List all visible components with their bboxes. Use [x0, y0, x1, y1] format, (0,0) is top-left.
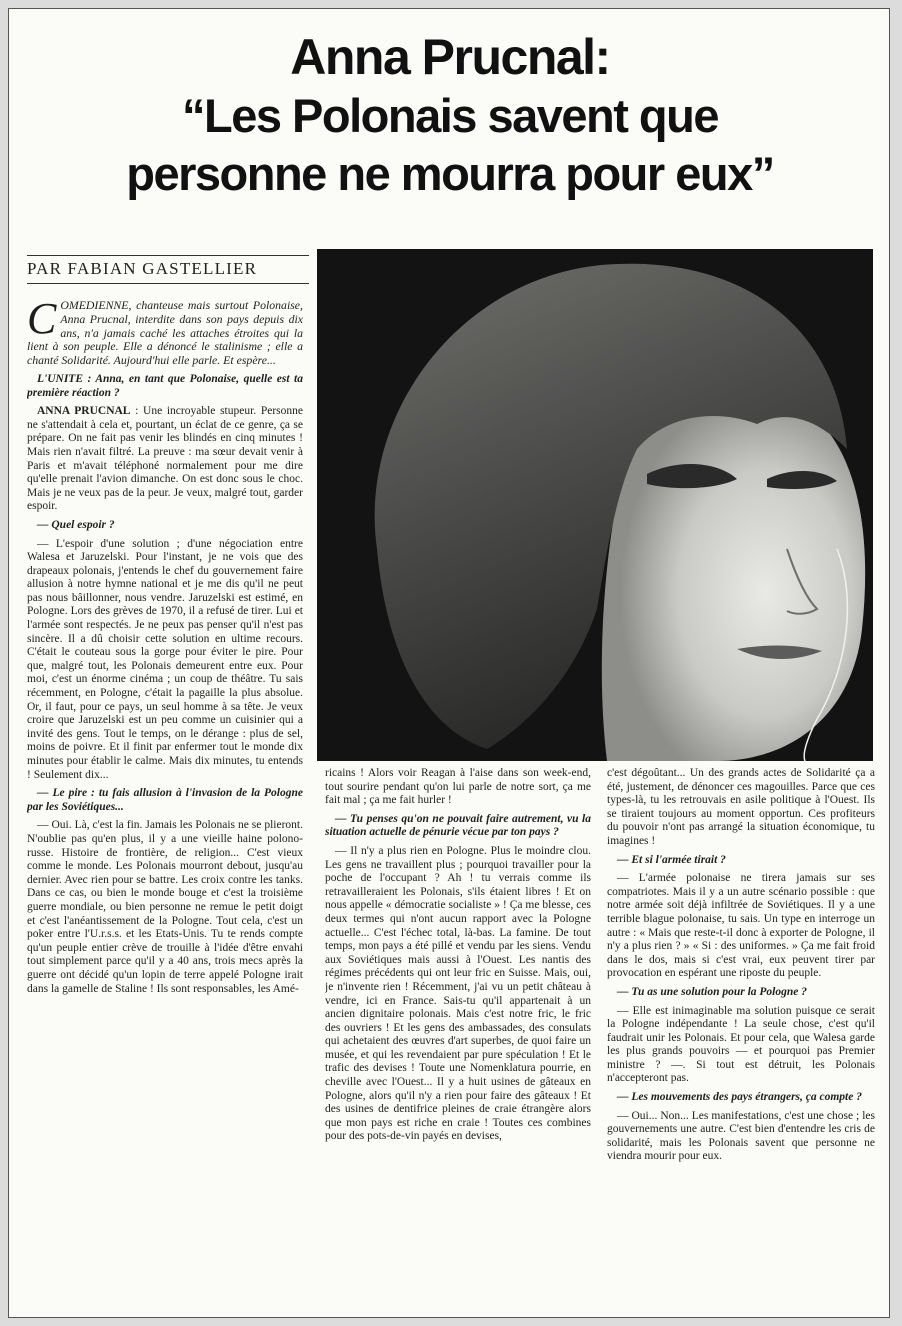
answer-1-speaker: ANNA PRUCNAL — [37, 405, 131, 418]
answer-7: — Oui... Non... Les manifestations, c'est une chose ; les gouvernements une autre. C'est bien d'entendre les cris de solidarité, mais les Polonais savent que personne ne viendra mourir pour eux. — [607, 1109, 875, 1163]
intro-paragraph — [27, 299, 303, 368]
headline-line-3: personne ne mourra pour eux” — [126, 147, 774, 200]
article-column-3 — [607, 767, 875, 1311]
question-2: — Quel espoir ? — [37, 518, 115, 531]
question-4: — Tu penses qu'on ne pouvait faire autrement, vu la situation actuelle de pénurie vécue par ton pays ? — [325, 812, 591, 839]
article-column-2 — [325, 767, 591, 1311]
portrait-photo — [317, 249, 873, 761]
answer-3: — Oui. Là, c'est la fin. Jamais les Polonais ne se plieront. N'oublie pas qu'en plus, il y a une vieille haine polono-russe. Histoire de frontière, de religion... C'est vieux comme le monde. Les Polonais mourront debout, jusqu'au dernier. Avec rien pour se battre. Les croix contre les tanks. Dans ce cas, ou bien le monde bouge et c'est la troisième guerre mondiale, ou bien personne ne remue le petit doigt et c'est l'anéantissement de la Pologne. Tout cela, c'est un poker entre l'U.r.s.s. et les Etats-Unis. Tu te rends compte qu'un peuple entier crève de trouille à l'idée d'être envahi tout simplement parce qu'il y a 40 ans, trois mecs après la guerre ont décidé qu'un lopin de terre appelé Pologne irait dans la gamelle de Staline ! Ils sont responsables, les Amé- — [27, 819, 303, 995]
question-5: — Et si l'armée tirait ? — [617, 853, 726, 866]
intro-text: OMEDIENNE, chanteuse mais surtout Polonaise, Anna Prucnal, interdite dans son pays depuis dix ans, n'a jamais caché les attaches étroites qui la lient à son peuple. Elle a dénoncé le stalinisme ; elle a chanté Solidarité. Aujourd'hui elle parle. Et espère... — [27, 299, 303, 368]
question-7: — Les mouvements des pays étrangers, ça compte ? — [617, 1091, 862, 1104]
answer-4-continued: c'est dégoûtant... Un des grands actes de Solidarité ça a été, justement, de dénoncer ces magouilles. Parce que ces types-là, tu les retrouvais en asile politique à l'Ouest. Ils se tiraient toujours au moment opportun. Ces profiteurs du pouvoir n'ont pas arrangé la situation économique, tu imagines ! — [607, 767, 875, 847]
question-6: — Tu as une solution pour la Pologne ? — [617, 985, 808, 998]
article-column-1 — [27, 299, 303, 1311]
answer-4: — Il n'y a plus rien en Pologne. Plus le moindre clou. Les gens ne travaillent plus ; pourquoi travailler pour la poche de l'occupant ? Ah ! tu verrais comme ils retravailleraient les Polonais, s'ils étaient libres ! Et on nous appelle « démocratie socialiste » ! Ça me blesse, ces deux termes qui n'ont aucun rapport avec la Pologne actuelle... C'est l'échec total, là-bas. La famine. De tout temps, mon pays a été pillé et vendu par les siens. Vendu aux Soviétiques mais aussi à l'Ouest. Les nantis des régimes précédents qui ont leur fric en Suisse. Mais, oui, je n'invente rien ! Récemment, j'ai vu un petit château à vendre, ici en France. Sais-tu qu'il appartenait à un ancien dignitaire polonais. Mais c'est notre fric, le fric des ouvriers ! Et les gens des ambassades, des consulats qui achetaient des œuvres d'art superbes, de quoi faire un musée, et qui les revendaient par pure spéculation ! Et le trafic des devises ! Toute une Nomenklatura pourrie, en cheville avec l'Ouest... Il y a huit usines de gâteaux en Pologne, alors qu'il n'y a rien pour faire des gâteaux ! Et des usines de dentifrice pleines de craie étrangère alors que mon pays est riche en craie ! Toutes ces combines pour des pots-de-vin payés en devises, — [325, 844, 591, 1143]
portrait-illustration — [317, 249, 873, 761]
question-3: — Le pire : tu fais allusion à l'invasion de la Pologne par les Soviétiques... — [27, 787, 303, 813]
headline-line-2: “Les Polonais savent que — [181, 89, 718, 142]
answer-1 — [27, 405, 303, 514]
newspaper-page — [8, 8, 890, 1318]
answer-6: — Elle est inimaginable ma solution puisque ce serait la Pologne indépendante ! La seule chose, c'est qu'il faudrait unir les Polonais. Et pour cela, que Walesa garde les plus grands pouvoirs — et pourquoi pas Premier ministre ? —. Si tout est détruit, les Polonais n'accepteront pas. — [607, 1004, 875, 1085]
answer-1-text: : Une incroyable stupeur. Personne ne s'attendait à cela et, pourtant, un éclat de ce genre, ça se prépare. On ne fait pas venir les blindés en cinq minutes ! Mais rien n'avait filtré. La preuve : ma sœur devait venir à Paris et m'avait téléphoné normalement pour me dire qu'elle prenait l'avion dimanche. On est donc sous le choc. Mais je ne veux pas de la peur. Je veux, malgré tout, garder espoir. — [27, 405, 303, 513]
headline — [9, 27, 890, 203]
byline: PAR FABIAN GASTELLIER — [27, 255, 309, 284]
answer-5: — L'armée polonaise ne tirera jamais sur ses compatriotes. Mais il y a un autre scénario possible : que notre armée soit déjà infiltrée de Soviétiques. Il y a une terrible blague polonaise, tu sais. Un type en interroge un autre : « Mais que reste-t-il donc à exporter de Pologne, il n'y a plus rien ? » « Si : des uniformes. » Ça me fait froid dans le dos, mais si c'est vrai, eux peuvent tirer par provocation en espérant une riposte du peuple. — [607, 872, 875, 980]
answer-3-continued: ricains ! Alors voir Reagan à l'aise dans son week-end, tout sourire pendant qu'on lui parle de notre sort, ça me fait mal ; ça me fait hurler ! — [325, 767, 591, 807]
drop-cap: C — [27, 299, 57, 343]
answer-2: — L'espoir d'une solution ; d'une négociation entre Walesa et Jaruzelski. Pour l'instant, je ne vois que des drapeaux polonais, j'entends le chef du gouvernement faire allusion à notre hymne national et je me dis qu'il ne peut pas nous bâillonner, nous vendre. Jaruzelski est estimé, en Pologne. Lors des grèves de 1970, il a refusé de tirer. Lui et l'armée sont respectés. Je ne peux pas penser qu'il n'est pas sincère. Il a dû choisir cette solution en ultime recours. C'était le couteau sous la gorge pour éviter le pire. Pour que, malgré tout, les Polonais demeurent entre eux. Pour moi, c'est un énorme cinéma ; un coup de théâtre. Tu sais récemment, en Pologne, c'était la pagaille la plus absolue. Or, il faut, pour ce pays, un seul homme à sa tête. Je veux croire que Jaruzelski est un peu comme un cuisinier qui a invité des gens. Tout le temps, on le dérange : plus de sel, moins de poivre. Et il finit par enfermer tout le monde dix minutes pour établir le calme. Mais dix minutes, tu entends ! Seulement dix... — [27, 537, 303, 781]
question-1: L'UNITE : Anna, en tant que Polonaise, quelle est ta première réaction ? — [27, 372, 303, 399]
headline-line-1: Anna Prucnal: — [290, 29, 610, 85]
